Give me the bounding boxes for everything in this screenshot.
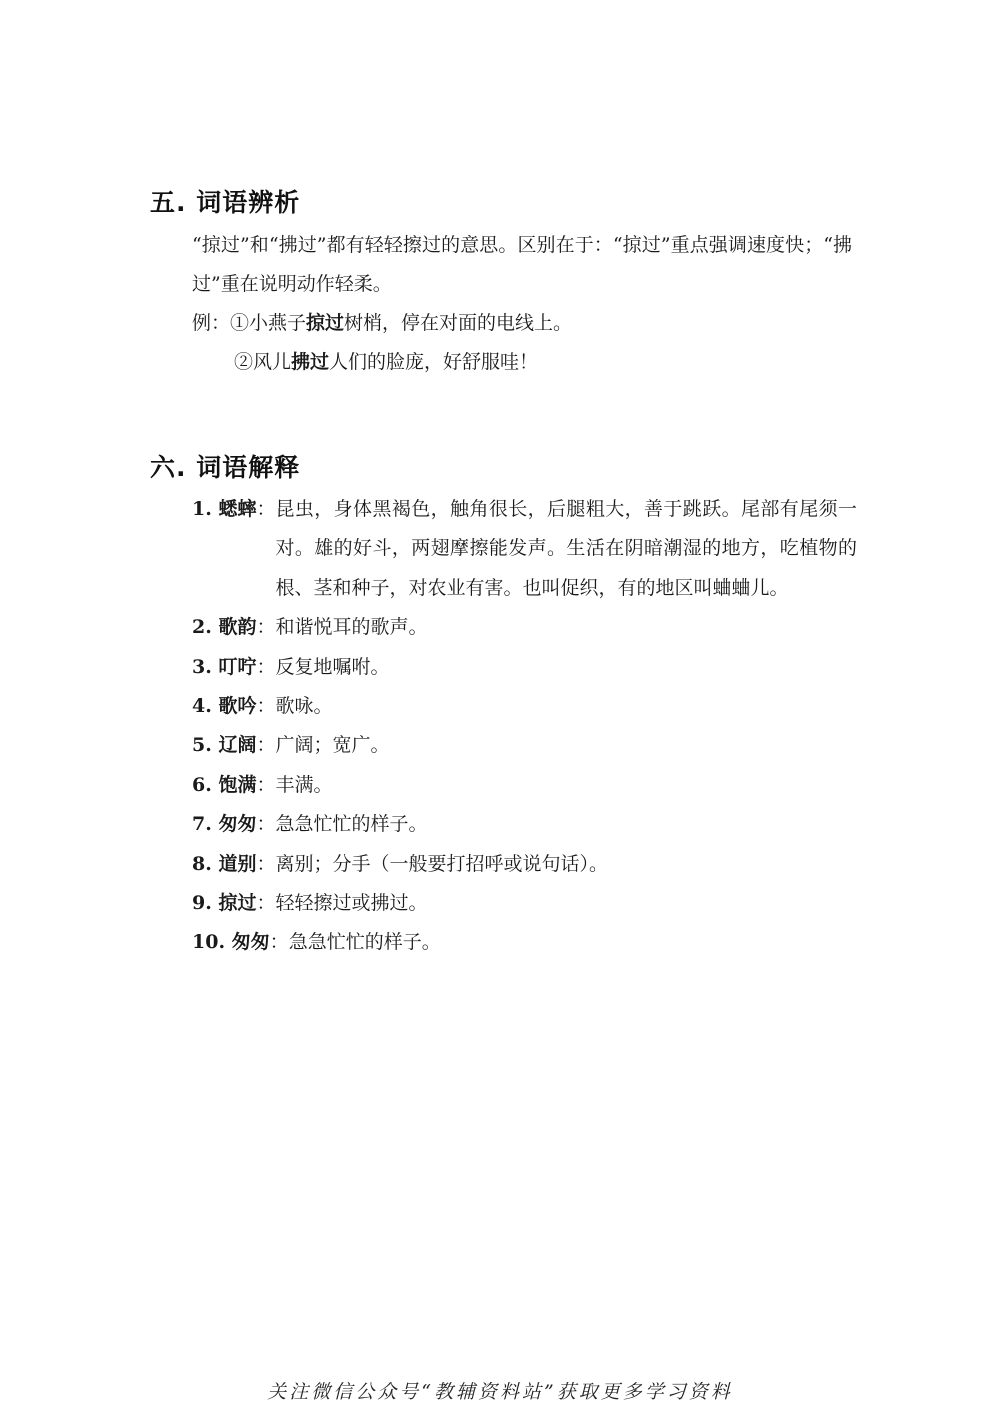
example-sentence-2 (234, 343, 538, 382)
definition-term: 9. 掠过 (192, 892, 257, 915)
definition-term: 5. 辽阔 (192, 734, 257, 757)
example-sentence-1 (192, 304, 572, 343)
list-item (192, 845, 857, 884)
definition-term: 7. 匆匆 (192, 813, 257, 836)
definition-text: 急急忙忙的样子。 (288, 931, 441, 954)
list-item (192, 687, 857, 726)
section-title-word-definitions: 六. 词语解释 (150, 453, 301, 482)
definition-text: 轻轻擦过或拂过。 (275, 892, 428, 915)
definition-text: 急急忙忙的样子。 (275, 813, 428, 836)
list-item (192, 923, 857, 962)
definition-colon: ： (256, 695, 276, 718)
word-analysis-paragraph: “掠过”和“拂过”都有轻轻擦过的意思。区别在于：“掠过”重点强调速度快；“拂过”重在说明动作轻柔。 (192, 234, 852, 295)
definition-term: 8. 道别 (192, 852, 257, 875)
definition-text: 离别；分手（一般要打招呼或说句话）。 (275, 852, 608, 875)
list-item (192, 766, 857, 805)
example-1-prefix: 例：①小燕子 (192, 312, 307, 334)
example-1-keyword: 掠过 (306, 312, 345, 334)
definition-colon: ： (256, 498, 276, 520)
definition-colon: ： (256, 852, 276, 875)
list-item (192, 884, 857, 923)
definition-term: 2. 歌韵 (192, 616, 257, 639)
footer-promo-text: 关注微信公众号“教辅资料站”获取更多学习资料 (267, 1381, 733, 1403)
definition-colon: ： (256, 616, 276, 639)
definition-colon: ： (256, 892, 276, 915)
definition-colon: ： (256, 813, 276, 836)
list-item (192, 608, 857, 647)
definition-list (192, 490, 857, 963)
list-item (192, 726, 857, 765)
definition-colon: ： (256, 773, 276, 796)
definition-colon: ： (256, 734, 276, 757)
example-2-suffix: 人们的脸庞，好舒服哇！ (329, 351, 539, 373)
list-item (192, 648, 857, 687)
example-1-suffix: 树梢，停在对面的电线上。 (344, 312, 573, 334)
definition-term: 4. 歌吟 (192, 695, 257, 718)
definition-colon: ： (256, 655, 276, 678)
definition-colon: ： (269, 931, 289, 954)
example-2-prefix: ②风儿 (234, 351, 292, 373)
definition-term: 1. 蟋蟀 (192, 498, 257, 520)
section-title-word-analysis: 五. 词语辨析 (150, 188, 301, 217)
definition-text: 歌咏。 (275, 695, 333, 718)
definition-term: 6. 饱满 (192, 773, 257, 796)
definition-term: 10. 匆匆 (192, 931, 270, 954)
definition-text: 反复地嘱咐。 (275, 655, 390, 678)
definition-term: 3. 叮咛 (192, 655, 257, 678)
definition-text: 昆虫，身体黑褐色，触角很长，后腿粗大，善于跳跃。尾部有尾须一对。雄的好斗，两翅摩擦能发声。生活在阴暗潮湿的地方，吃植物的根、茎和种子，对农业有害。也叫促织，有的地区叫蛐蛐儿。 (275, 498, 857, 599)
list-item (192, 805, 857, 844)
definition-text: 广阔；宽广。 (275, 734, 390, 757)
definition-text: 和谐悦耳的歌声。 (275, 616, 428, 639)
example-2-keyword: 拂过 (291, 351, 330, 373)
list-item (192, 490, 857, 608)
definition-text: 丰满。 (275, 773, 333, 796)
